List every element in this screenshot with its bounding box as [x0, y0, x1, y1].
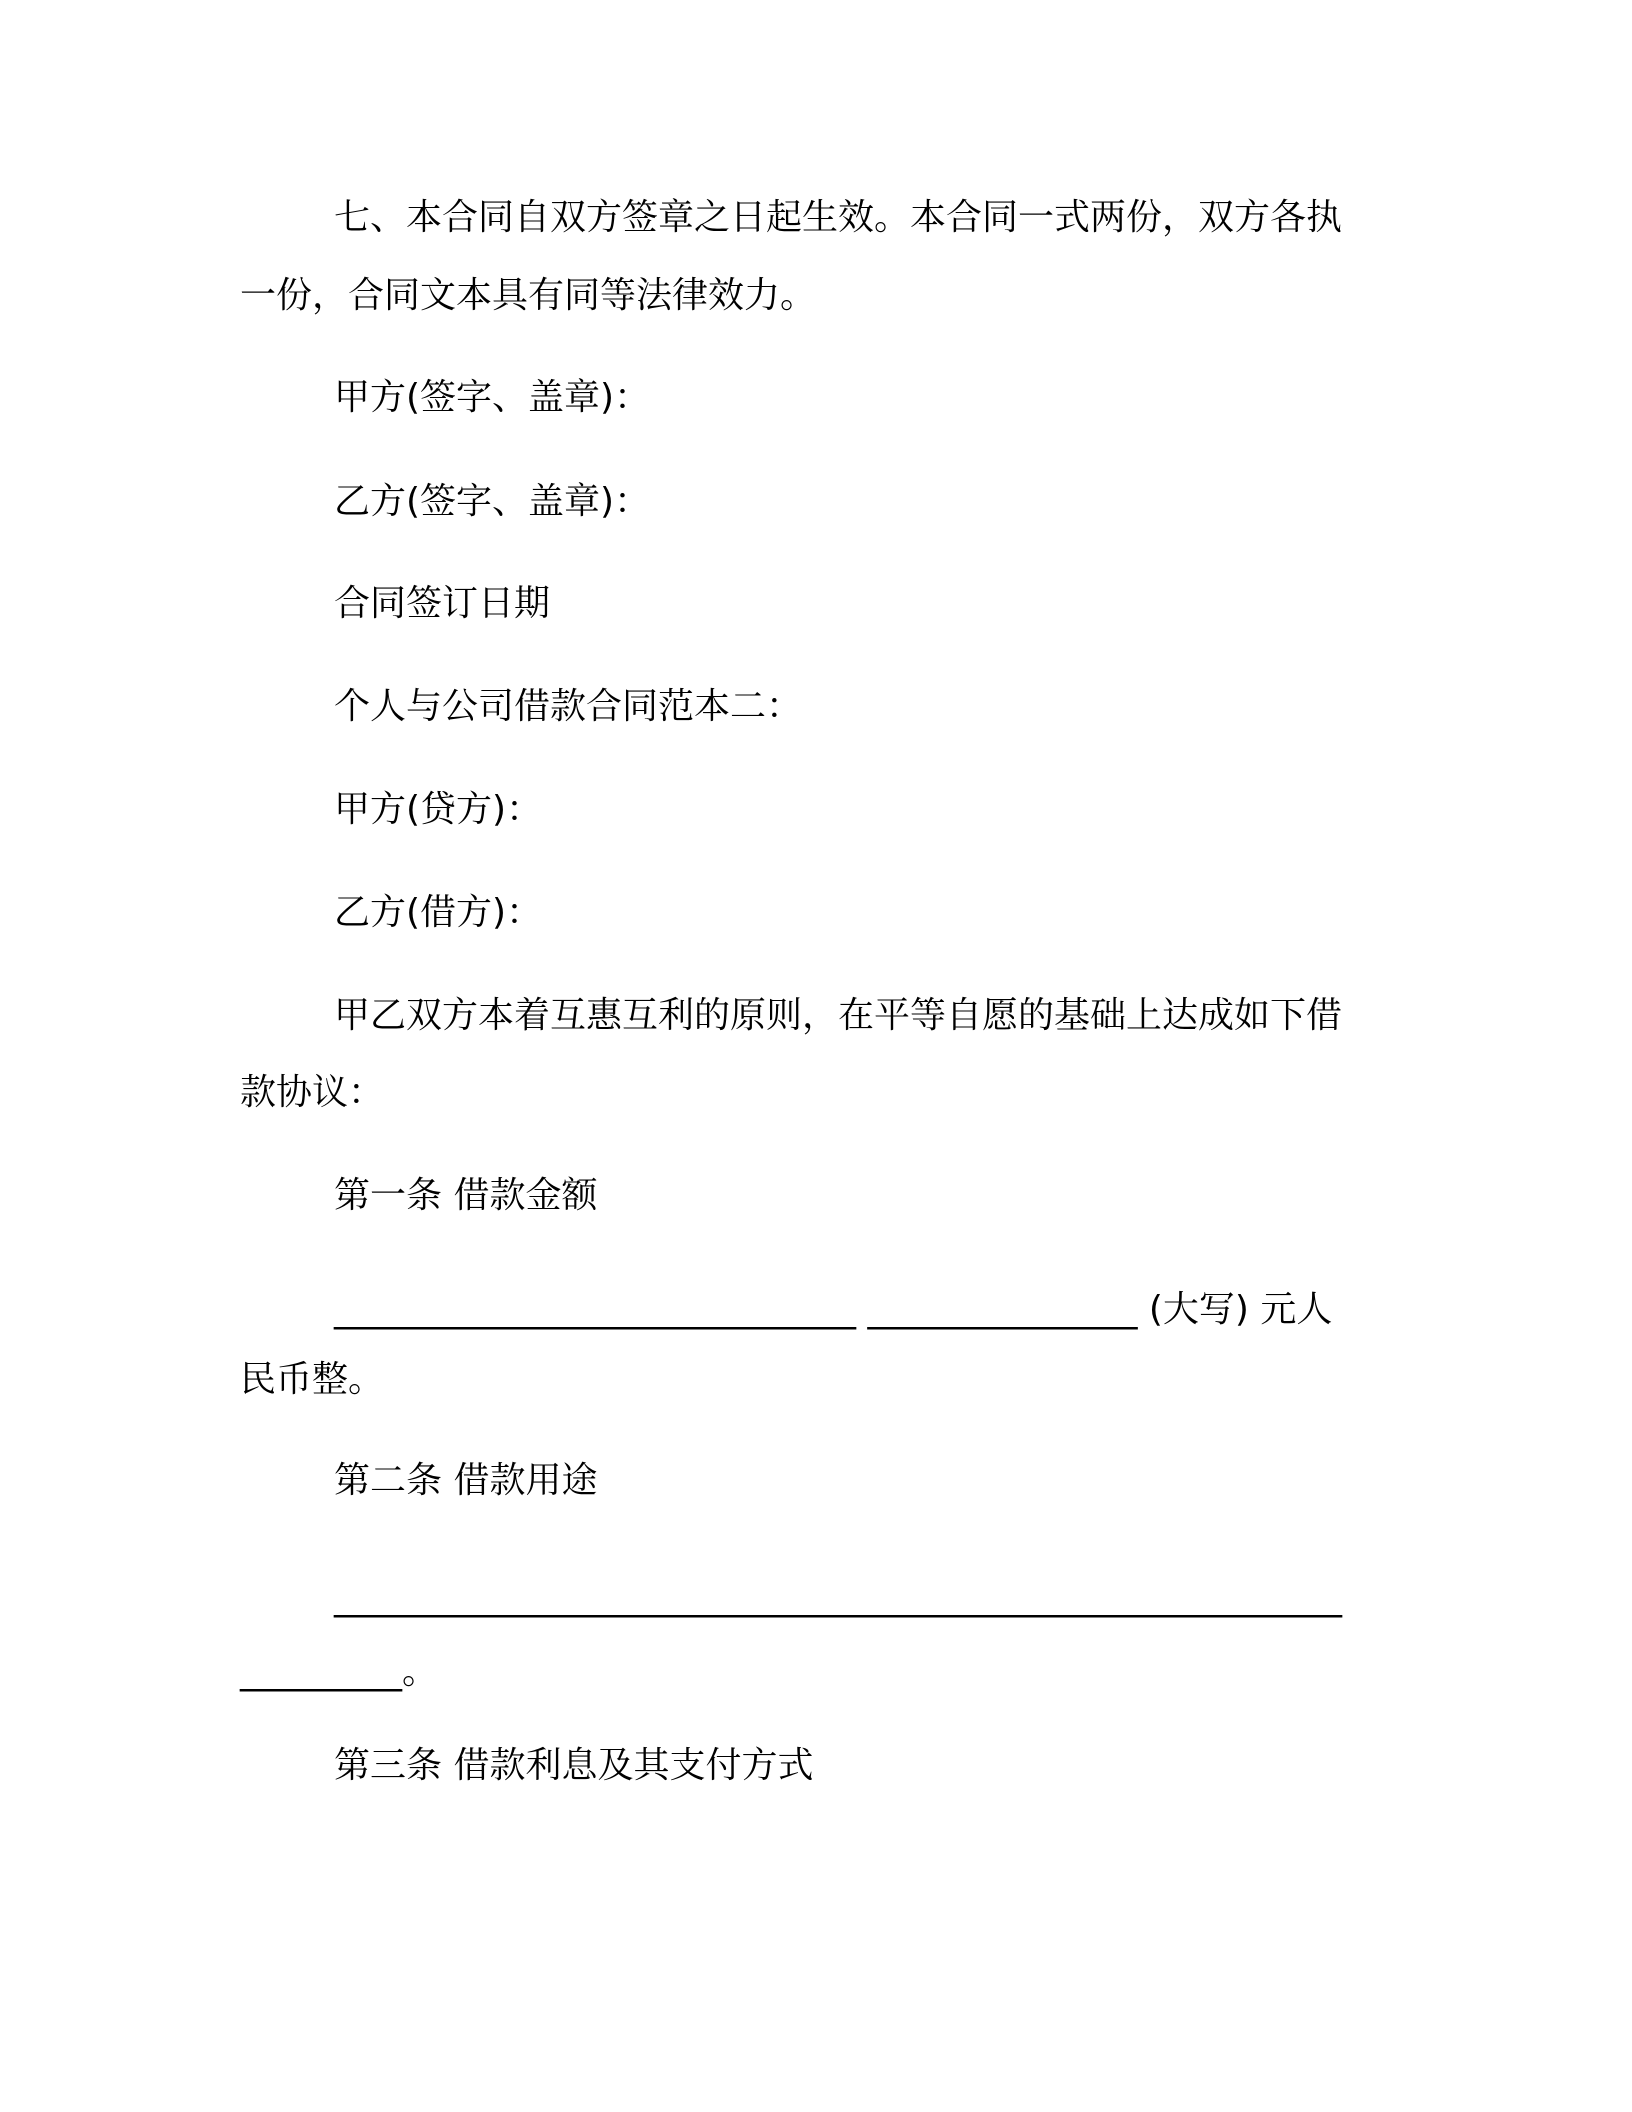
party-b-signature: 乙方(签字、盖章)：	[334, 481, 651, 522]
party-a-signature: 甲方(签字、盖章)：	[334, 377, 651, 418]
article-2-heading: 第二条 借款用途	[334, 1460, 598, 1501]
party-a-lender: 甲方(贷方)：	[334, 789, 543, 830]
agreement-intro-line-1: 甲乙双方本着互惠互利的原则，在平等自愿的基础上达成如下借	[334, 995, 1343, 1036]
template-two-heading: 个人与公司借款合同范本二：	[334, 686, 803, 727]
clause-7-line-2: 一份，合同文本具有同等法律效力。	[240, 275, 817, 316]
signing-date: 合同签订日期	[334, 583, 551, 624]
loan-purpose-line-2: _________。	[240, 1651, 439, 1692]
loan-amount-line-1: _____________________________ _______________ (大写) 元人	[334, 1289, 1333, 1330]
agreement-intro-line-2: 款协议：	[240, 1072, 385, 1113]
clause-7-line-1: 七、本合同自双方签章之日起生效。本合同一式两份，双方各执	[334, 197, 1343, 238]
article-1-heading: 第一条 借款金额	[334, 1175, 598, 1216]
loan-purpose-line-1: ________________________________________________________	[334, 1577, 1342, 1618]
loan-amount-line-2: 民币整。	[240, 1359, 385, 1400]
article-3-heading: 第三条 借款利息及其支付方式	[334, 1745, 814, 1786]
party-b-borrower: 乙方(借方)：	[334, 892, 543, 933]
